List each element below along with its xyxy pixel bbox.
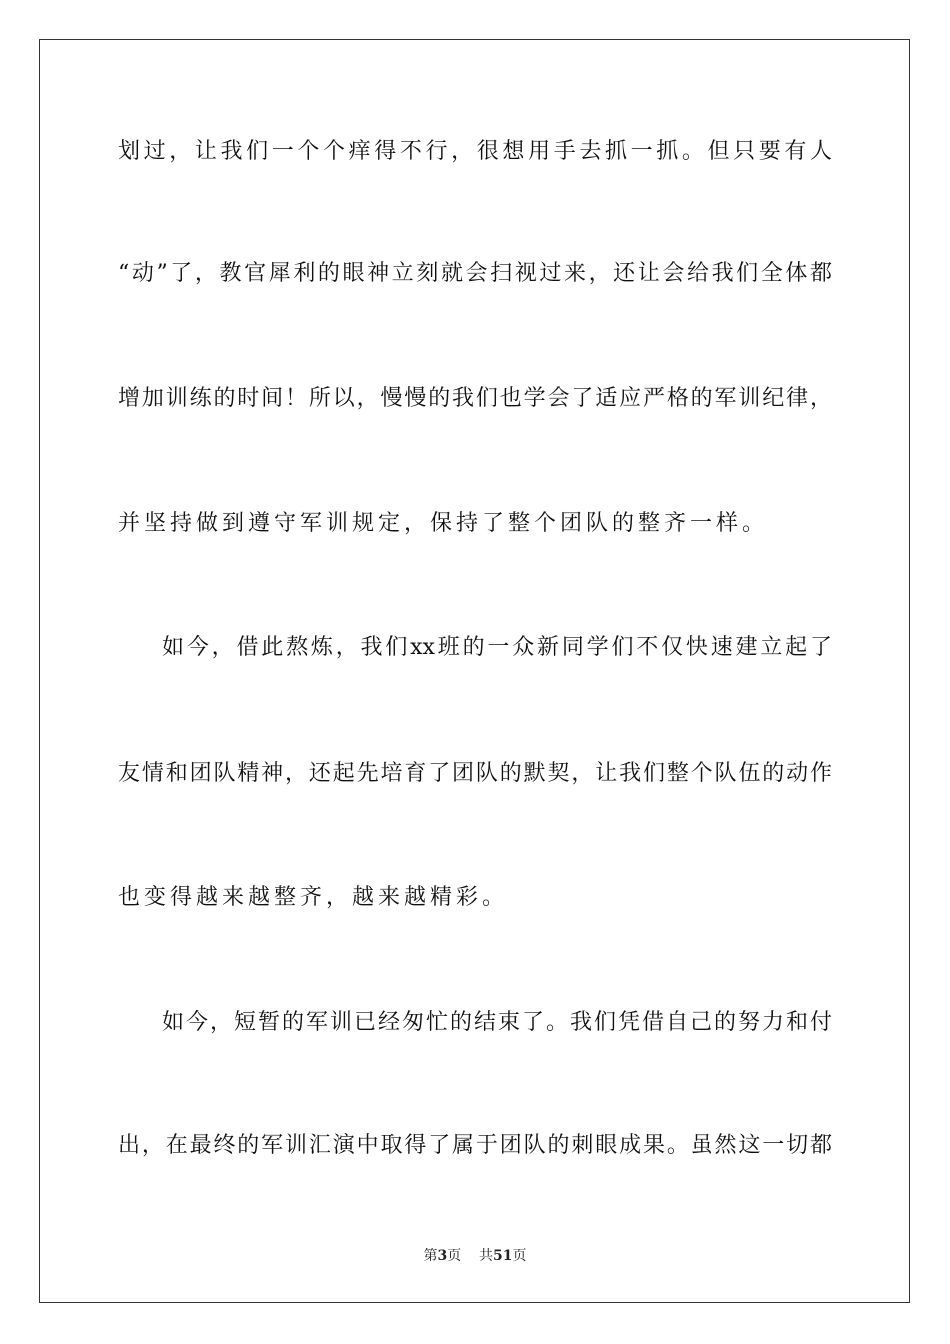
paragraph-line-4: 并坚持做到遵守军训规定，保持了整个团队的整齐一样。 [118, 511, 769, 536]
paragraph-line-7: 也变得越来越整齐，越来越精彩。 [118, 885, 509, 910]
page-suffix: 页 [447, 1248, 462, 1264]
paragraph-line-2: “动”了，教官犀利的眼神立刻就会扫视过来，还让会给我们全体都 [118, 261, 832, 286]
total-prefix: 共 [479, 1248, 494, 1264]
page-footer [0, 1246, 950, 1266]
page-border [39, 39, 910, 1303]
paragraph-line-8: 如今，短暂的军训已经匆忙的结束了。我们凭借自己的努力和付 [162, 1010, 832, 1035]
total-pages: 51 [493, 1248, 513, 1264]
page-prefix: 第 [423, 1248, 438, 1264]
paragraph-line-3: 增加训练的时间！所以，慢慢的我们也学会了适应严格的军训纪律， [118, 386, 832, 411]
paragraph-line-9: 出，在最终的军训汇演中取得了属于团队的刺眼成果。虽然这一切都 [118, 1133, 832, 1158]
paragraph-line-1: 划过，让我们一个个痒得不行，很想用手去抓一抓。但只要有人 [118, 139, 832, 164]
paragraph-line-5: 如今，借此熬炼，我们xx班的一众新同学们不仅快速建立起了 [162, 635, 832, 660]
page-number: 3 [437, 1248, 448, 1264]
total-suffix: 页 [512, 1248, 527, 1264]
paragraph-line-6: 友情和团队精神，还起先培育了团队的默契，让我们整个队伍的动作 [118, 761, 832, 786]
